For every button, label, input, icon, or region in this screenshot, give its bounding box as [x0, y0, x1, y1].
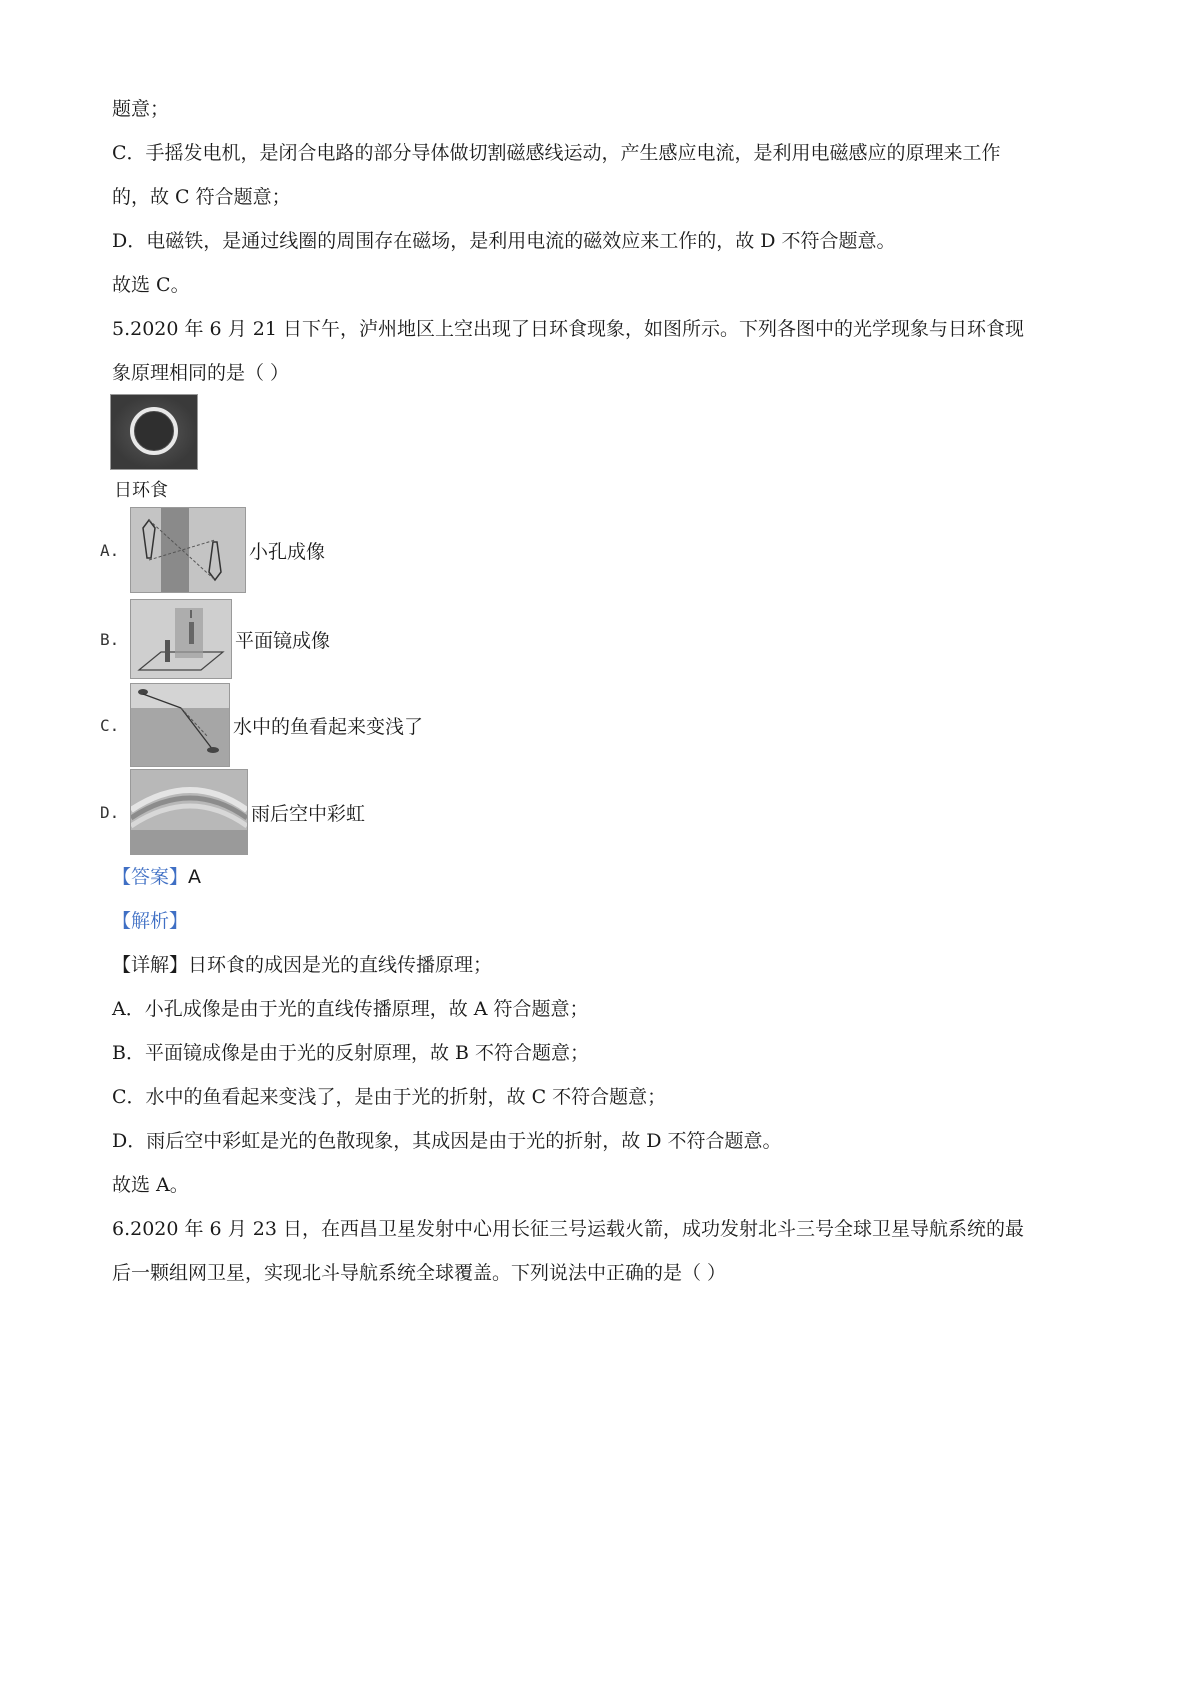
explanation-d: D．雨后空中彩虹是光的色散现象，其成因是由于光的折射，故 D 不符合题意。 — [112, 1130, 782, 1152]
answer-line — [112, 864, 201, 890]
eclipse-caption: 日环食 — [114, 480, 168, 501]
answer-value: A — [188, 866, 202, 888]
plane-mirror-image — [130, 599, 232, 679]
option-a — [100, 504, 325, 596]
text-line: 题意； — [112, 98, 170, 120]
conclusion: 故选 A。 — [112, 1174, 189, 1196]
fish-in-water-image — [130, 683, 230, 767]
pinhole-image — [130, 507, 246, 593]
explanation-c: C．水中的鱼看起来变浅了，是由于光的折射，故 C 不符合题意； — [112, 1086, 667, 1108]
eclipse-figure — [110, 394, 198, 502]
text-line: D．电磁铁，是通过线圈的周围存在磁场，是利用电流的磁效应来工作的，故 D 不符合题意。 — [112, 230, 896, 252]
detail-line — [112, 952, 492, 978]
option-letter: A. — [100, 540, 120, 560]
text-line: 故选 C。 — [112, 274, 190, 296]
option-text: 平面镜成像 — [235, 629, 331, 652]
question-5-line-1: 5.2020 年 6 月 21 日下午，泸州地区上空出现了日环食现象，如图所示。下列各图中的光学现象与日环食现 — [112, 318, 1024, 340]
answer-label: 【答案】 — [112, 866, 189, 888]
option-d — [100, 766, 365, 858]
eclipse-image — [110, 394, 198, 470]
detail-text: 日环食的成因是光的直线传播原理； — [188, 954, 493, 976]
rainbow-image — [130, 769, 248, 855]
option-letter: C. — [100, 715, 120, 735]
explanation-a: A．小孔成像是由于光的直线传播原理，故 A 符合题意； — [112, 998, 589, 1020]
detail-label: 【详解】 — [112, 954, 189, 976]
option-letter: B. — [100, 629, 120, 649]
option-text: 小孔成像 — [249, 540, 326, 563]
text-line: 的，故 C 符合题意； — [112, 186, 291, 208]
text-line: C．手摇发电机，是闭合电路的部分导体做切割磁感线运动，产生感应电流，是利用电磁感应的原理来工作 — [112, 142, 1001, 164]
question-6-line-2: 后一颗组网卫星，实现北斗导航系统全球覆盖。下列说法中正确的是（ ） — [112, 1262, 727, 1284]
option-text: 雨后空中彩虹 — [251, 802, 366, 825]
question-6-line-1: 6.2020 年 6 月 23 日，在西昌卫星发射中心用长征三号运载火箭，成功发射北斗三号全球卫星导航系统的最 — [112, 1218, 1024, 1240]
explanation-b: B．平面镜成像是由于光的反射原理，故 B 不符合题意； — [112, 1042, 590, 1064]
option-letter: D. — [100, 802, 120, 822]
question-5-line-2: 象原理相同的是（ ） — [112, 362, 290, 384]
option-c — [100, 679, 423, 771]
option-b — [100, 593, 330, 685]
option-text: 水中的鱼看起来变浅了 — [233, 715, 424, 738]
analysis-label: 【解析】 — [112, 910, 189, 932]
